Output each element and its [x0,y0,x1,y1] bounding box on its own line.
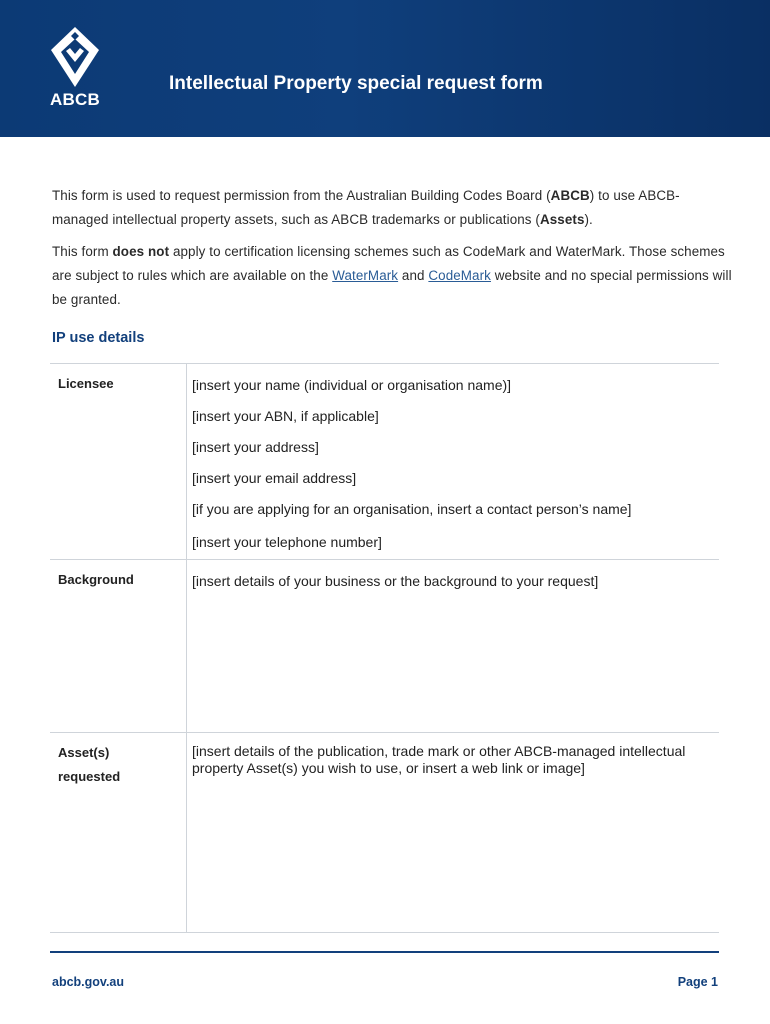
intro-paragraph-1 [52,184,732,232]
intro-text-run: ). [584,212,593,227]
assets-label-line-2: requested [58,769,121,784]
intro-text-run: apply to certification licensing schemes such as CodeMark and WaterMark. Those schemes are subject to rules which are available on the [52,244,725,283]
intro-bold-does-not: does not [112,244,170,259]
licensee-address-field[interactable]: [insert your address] [192,439,319,455]
assets-placeholder: [insert details of the publication, trade mark or other ABCB-managed intellectual property Asset(s) you wish to use, or insert a web link or image] [192,743,686,776]
logo-wordmark: ABCB [50,90,100,109]
licensee-abn-field[interactable]: [insert your ABN, if applicable] [192,408,379,424]
section-title-ip-use-details: IP use details [52,330,145,346]
table-row-background [50,559,719,732]
licensee-email-field[interactable]: [insert your email address] [192,470,357,486]
footer-website: abcb.gov.au [52,975,125,989]
background-field[interactable] [187,560,719,732]
page-title: Intellectual Property special request form [169,73,543,94]
licensee-phone-field[interactable]: [insert your telephone number] [192,534,382,550]
background-label: Background [50,560,187,732]
abcb-logo [44,26,106,112]
assets-label-line-1: Asset(s) [58,745,110,760]
table-row-assets [50,732,719,933]
intro-text-run: This form [52,244,113,259]
licensee-label: Licensee [50,364,187,559]
intro-bold-abcb: ABCB [550,188,590,203]
assets-field[interactable] [187,733,719,932]
licensee-contact-field[interactable]: [if you are applying for an organisation, insert a contact person’s name] [192,501,632,517]
intro-text-run: This form is used to request permission from the Australian Building Codes Board ( [52,188,551,203]
ip-details-table [50,363,719,933]
footer-page-number: Page 1 [677,975,718,989]
intro-text-run: website and no special permissions will be granted. [52,268,732,307]
footer-divider [50,951,719,953]
header-band [0,0,770,137]
licensee-name-field[interactable]: [insert your name (individual or organisation name)] [192,377,512,393]
background-placeholder: [insert details of your business or the background to your request] [192,573,599,589]
intro-paragraph-2 [52,240,732,312]
intro-text-run: ) to use ABCB-managed intellectual property assets, such as ABCB trademarks or publications ( [52,188,680,227]
intro-bold-assets: Assets [539,212,585,227]
abcb-shield-icon [44,26,106,88]
watermark-link[interactable]: WaterMark [332,268,399,283]
table-row-licensee [50,363,719,559]
licensee-fields [187,364,719,559]
assets-label [50,733,187,932]
codemark-link[interactable]: CodeMark [428,268,491,283]
intro-text-run: and [398,268,429,283]
intro-text [52,184,732,320]
